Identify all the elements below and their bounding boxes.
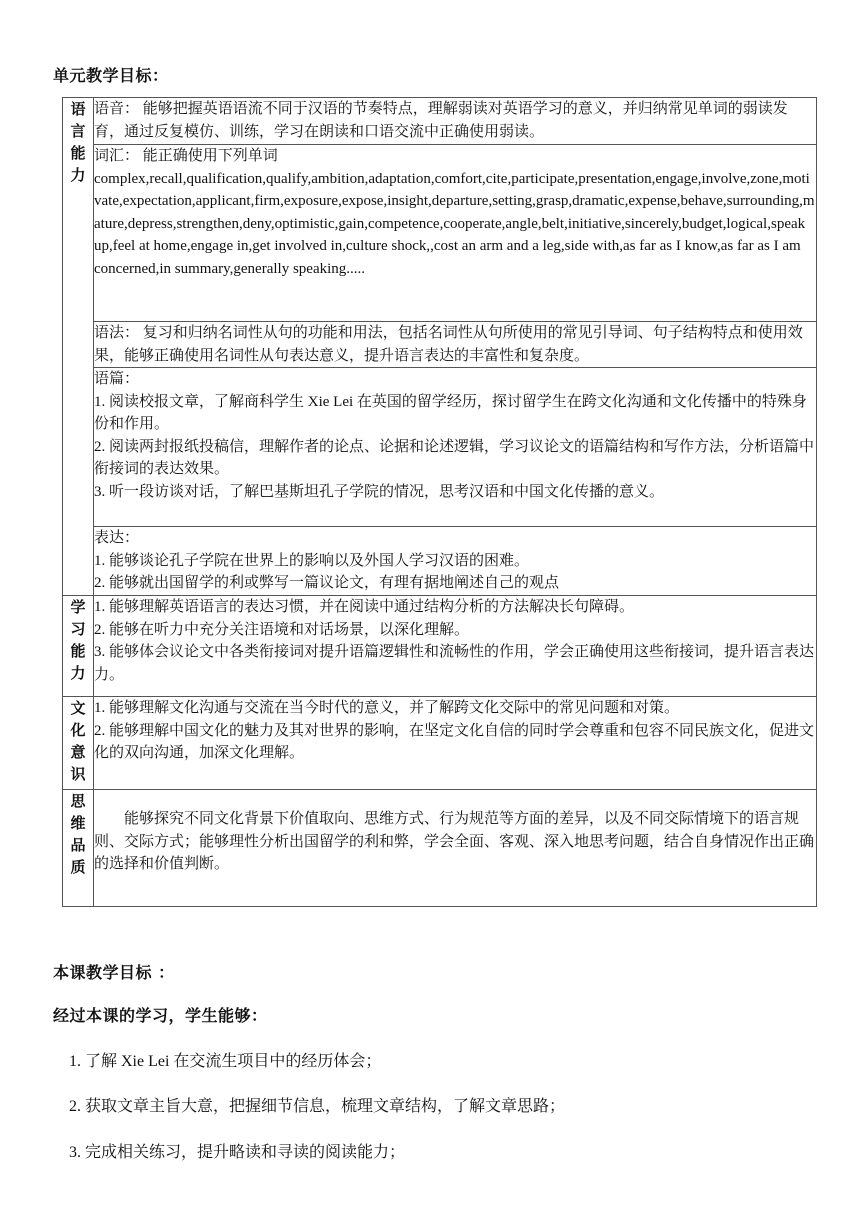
table-row: [63, 596, 817, 697]
thinking-quality-goal: 能够探究不同文化背景下价值取向、思维方式、行为规范等方面的差异，以及不同交际情境下的语言规则、交际方式；能够理性分析出国留学的利和弊，学会全面、客观、深入地思考问题，结合自身情况作出正确的选择和价值判断。: [94, 790, 817, 907]
table-row: [63, 145, 817, 322]
list-item: 1. 能够理解文化沟通与交流在当今时代的意义，并了解跨文化交际中的常见问题和对策。: [94, 700, 680, 716]
category-cultural-awareness: 文 化 意 识: [63, 697, 94, 790]
list-item: 1. 能够理解英语语言的表达习惯，并在阅读中通过结构分析的方法解决长句障碍。: [94, 599, 635, 615]
list-item: 2. 能够就出国留学的利或弊写一篇议论文，有理有据地阐述自己的观点: [94, 575, 560, 591]
lesson-goals-heading: 本课教学目标 ：: [53, 963, 175, 982]
lesson-goal-item: 1. 了解 Xie Lei 在交流生项目中的经历体会；: [69, 1053, 382, 1070]
list-item: 2. 能够在听力中充分关注语境和对话场景，以深化理解。: [94, 621, 470, 638]
lesson-goal-item: 2. 获取文章主旨大意，把握细节信息，梳理文章结构，了解文章思路；: [69, 1098, 566, 1115]
lesson-goals-subheading: 经过本课的学习，学生能够：: [53, 1006, 268, 1025]
list-item: 3. 能够体会议论文中各类衔接词对提升语篇逻辑性和流畅性的作用，学会正确使用这些衔接词，提升语言表达力。: [94, 644, 815, 683]
category-learning-ability: 学 习 能 力: [63, 596, 94, 697]
list-item: 2. 阅读两封报纸投稿信，理解作者的论点、论据和论述逻辑，学习议论文的语篇结构和写作方法，分析语篇中衔接词的表达效果。: [94, 438, 815, 477]
vocabulary-goal: 词汇： 能正确使用下列单词 complex,recall,qualification,qualify,ambition,adaptation,comfort,cite,participate,presentation,engage,involve,zone,motivate,expectation,applicant,firm,exposure,expose,insight,departure,setting,grasp,dramatic,expense,behave,surrounding,mature,depress,strengthen,deny,optimistic,gain,competence,cooperate,angle,belt,initiative,sincerely,budget,logical,speak up,feel at home,engage in,get involved in,culture shock,,cost an arm and a leg,side with,as far as I know,as far as I am concerned,in summary,generally speaking.....: [94, 145, 817, 322]
grammar-goal: 语法： 复习和归纳名词性从句的功能和用法，包括名词性从句所使用的常见引导词、句子结构特点和使用效果，能够正确使用名词性从句表达意义，提升语言表达的丰富性和复杂度。: [94, 322, 817, 368]
vocabulary-word-list: complex,recall,qualification,qualify,ambition,adaptation,comfort,cite,participate,presentation,engage,involve,zone,motivate,expectation,applicant,firm,exposure,expose,insight,departure,setting,grasp,dramatic,expense,behave,surrounding,mature,depress,strengthen,deny,optimistic,gain,competence,cooperate,angle,belt,initiative,sincerely,budget,logical,speak up,feel at home,engage in,get involved in,culture shock,,cost an arm and a leg,side with,as far as I know,as far as I am concerned,in summary,generally speaking.....: [94, 170, 815, 277]
list-item: 1. 能够谈论孔子学院在世界上的影响以及外国人学习汉语的困难。: [94, 552, 530, 569]
unit-goals-heading: 单元教学目标：: [53, 66, 169, 85]
table-row: [63, 527, 817, 596]
table-row: [63, 368, 817, 527]
pronunciation-goal: 语音： 能够把握英语语流不同于汉语的节奏特点，理解弱读对英语学习的意义，并归纳常见单词的弱读发育，通过反复模仿、训练，学习在朗读和口语交流中正确使用弱读。: [94, 98, 817, 145]
learning-ability-goal: [94, 596, 817, 697]
cultural-awareness-goal: [94, 697, 817, 790]
list-item: 2. 能够理解中国文化的魅力及其对世界的影响，在坚定文化自信的同时学会尊重和包容不同民族文化，促进文化的双向沟通，加深文化理解。: [94, 722, 815, 761]
table-row: [63, 790, 817, 907]
unit-goals-table: [62, 97, 817, 907]
list-item: 3. 听一段访谈对话，了解巴基斯坦孔子学院的情况，思考汉语和中国文化传播的意义。: [94, 483, 665, 500]
table-row: [63, 697, 817, 790]
expression-goal: 表达： 1. 能够谈论孔子学院在世界上的影响以及外国人学习汉语的困难。 2. 能够就出国留学的利或弊写一篇议论文，有理有据地阐述自己的观点: [94, 527, 817, 596]
category-thinking-quality: 思 维 品 质: [63, 790, 94, 907]
list-item: 1. 阅读校报文章，了解商科学生 Xie Lei 在英国的留学经历，探讨留学生在跨文化沟通和文化传播中的特殊身份和作用。: [94, 393, 807, 432]
category-language-ability: 语 言 能 力: [63, 98, 94, 596]
discourse-goal: 语篇： 1. 阅读校报文章，了解商科学生 Xie Lei 在英国的留学经历，探讨留学生在跨文化沟通和文化传播中的特殊身份和作用。 2. 阅读两封报纸投稿信，理解作者的论点、论据和论述逻辑，学习议论文的语篇结构和写作方法，分析语篇中衔接词的表达效果。 3. 听一段访谈对话，了解巴基斯坦孔子学院的情况，思考汉语和中国文化传播的意义。: [94, 368, 817, 527]
table-row: [63, 322, 817, 368]
table-row: [63, 98, 817, 145]
lesson-goal-item: 3. 完成相关练习，提升略读和寻读的阅读能力；: [69, 1144, 406, 1161]
